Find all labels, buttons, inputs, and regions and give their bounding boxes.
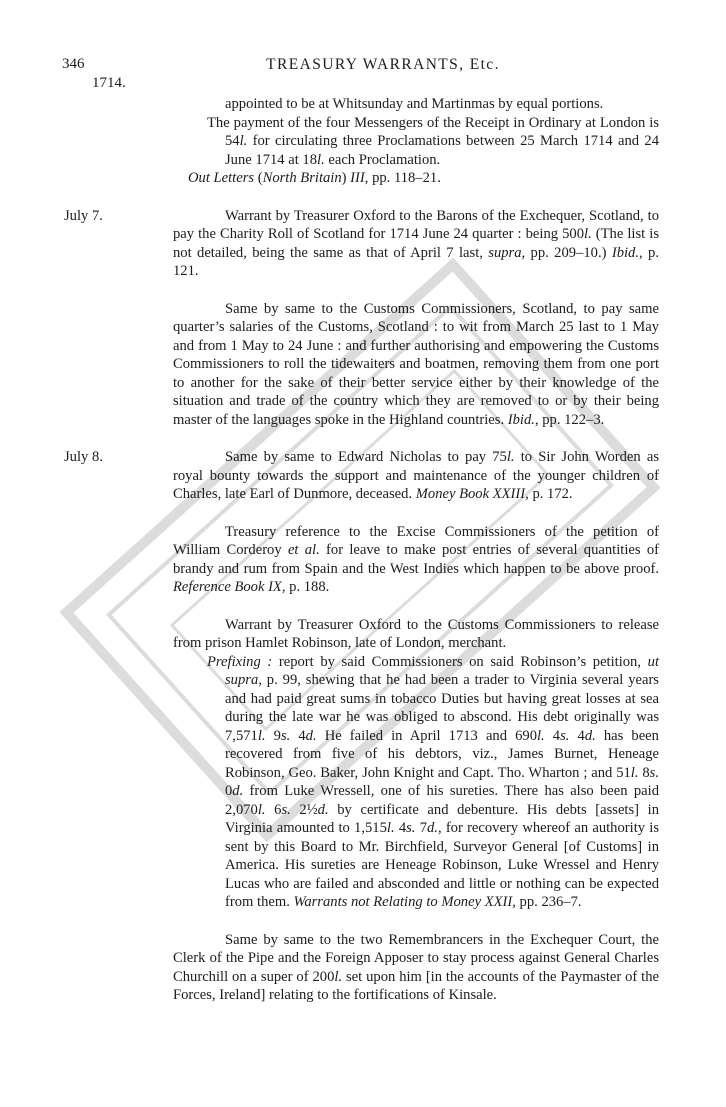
text-run: 2½: [290, 801, 318, 818]
margin-date: July 8.: [64, 449, 103, 465]
italic-text: l.: [506, 449, 515, 465]
paragraph: [173, 169, 659, 188]
text-run: Same by same to Edward Nicholas to pay 75: [225, 449, 507, 465]
entry: [64, 207, 659, 281]
italic-text: North Britain: [262, 170, 342, 186]
italic-text: d.: [305, 727, 317, 744]
italic-text: Ibid.: [507, 411, 535, 428]
paragraph: [173, 114, 659, 170]
italic-text: Ibid.: [611, 244, 640, 261]
entry: [64, 448, 660, 504]
italic-text: Warrants not Relating to Money XXII: [293, 894, 513, 910]
text-run: 4: [544, 727, 561, 744]
text-run: , p. 121.: [173, 244, 659, 279]
italic-text: Out Letters: [188, 170, 255, 186]
text-run: Same by same to the two Remembrancers in the Exchequer Court, the Clerk of the Pipe and the Foreign Apposer to stay process against General Charles Churchill on a super of 200: [173, 931, 659, 985]
text-run: , pp. 118–21.: [364, 170, 441, 186]
text-run: 7: [415, 820, 427, 836]
text-run: The payment of the four Messengers of the Receipt in Ordinary at London is 54: [207, 114, 659, 149]
text-run: appointed to be at Whitsunday and Martinmas by equal portions.: [225, 96, 604, 112]
text-run: for circulating three Proclamations between 25 March 1714 and 24 June 1714 at 18: [225, 133, 659, 168]
italic-text: III: [350, 170, 365, 186]
text-run: Warrant by Treasurer Oxford to the Customs Commissioners to release from prison Hamlet Robinson, late of London, merchant.: [173, 616, 659, 651]
text-run: 9: [265, 727, 281, 744]
italic-text: l.: [386, 820, 395, 836]
paragraph: [173, 523, 659, 597]
paragraph: [173, 653, 659, 912]
text-run: , pp. 209–10.): [521, 244, 612, 261]
italic-text: et al.: [287, 542, 320, 558]
paragraph: [173, 95, 659, 114]
running-head: TREASURY WARRANTS, Etc.: [266, 56, 500, 73]
italic-text: l.: [334, 968, 343, 985]
italic-text: l.: [239, 133, 248, 149]
text-run: 4: [394, 820, 407, 836]
italic-text: Prefixing :: [207, 653, 273, 670]
margin-year: 1714.: [92, 75, 126, 91]
text-run: He failed in April 1713 and 690: [316, 727, 537, 744]
text-run: has been recovered from five of his debtors, viz., James Burnet, Heneage Robinson, Geo. Baker, John Knight and Capt. Tho. Wharton ; and 51: [225, 727, 659, 781]
entry: [173, 300, 659, 430]
italic-text: d.: [427, 820, 438, 836]
text-run: 0: [225, 783, 233, 799]
italic-text: l.: [257, 727, 266, 744]
text-run: for leave to make post entries of several quantities of brandy and rum from Spain and the West Indies which happen to be above proof.: [173, 542, 659, 577]
text-run: Treasury reference to the Excise Commissioners of the petition of William Corderoy: [173, 523, 659, 558]
text-run: , p. 188.: [281, 579, 330, 595]
italic-text: s.: [649, 764, 659, 781]
text-run: to Sir John Worden as royal bounty towards the support and maintenance of the younger children of Charles, late Earl of Dunmore, deceased.: [173, 449, 660, 502]
italic-text: Reference Book IX: [173, 579, 282, 595]
margin-date: July 7.: [64, 207, 103, 224]
text-run: set upon him [in the accounts of the Paymaster of the Forces, Ireland] relating to the fortifications of Kinsale.: [173, 968, 660, 1003]
italic-text: l.: [537, 727, 545, 744]
text-run: , p. 99, shewing that he had been a trader to Virginia several years and had paid great sums in tobacco Duties but having great losses at sea during the late war he was obliged to abscond. His debt originally was 7,571: [225, 672, 659, 744]
text-run: 6: [265, 801, 282, 818]
entry: [173, 931, 659, 1005]
italic-text: l.: [257, 801, 266, 818]
text-run: 4: [290, 727, 306, 744]
entry: [173, 523, 659, 597]
italic-text: d.: [317, 801, 329, 818]
text-run: 8: [638, 764, 650, 781]
text-run: by certificate and debenture. His debts [assets] in Virginia amounted to 1,515: [225, 801, 659, 836]
text-run: , pp. 122–3.: [534, 411, 605, 428]
italic-text: s.: [560, 727, 570, 744]
paragraph: [173, 616, 659, 653]
italic-text: s.: [406, 820, 416, 836]
entry: [173, 616, 659, 912]
text-run: , for recovery whereof an authority is sent by this Board to Mr. Birchfield, Surveyor General [of Customs] in America. His sureties are Heneage Robinson, Luke Wressel and Henry Lucas who are failed and absconded and little or nothing can be expected from them.: [225, 820, 659, 910]
text-run: (The list is not detailed, being the same as that of April 7 last,: [173, 226, 659, 261]
paragraph: [173, 448, 659, 504]
italic-text: d.: [584, 727, 596, 744]
italic-text: d.: [232, 783, 244, 799]
text-run: Same by same to the Customs Commissioners, Scotland, to pay same quarter’s salaries of the Customs, Scotland : to wit from March 25 last to 1 May and from 1 May to 24 June : and further authorising and empowering the Customs Commissioners to roll the tidewaiters and boatmen, removing them from one port to another for the sake of their better service either by their knowledge of the situation and trade of the country which they are removed to or by their being master of the languages spoke in the Highland countries.: [173, 300, 659, 428]
text-run: from Luke Wressell, one of his sureties. There has also been paid 2,070: [225, 783, 659, 818]
text-run: report by said Commissioners on said Robinson’s petition,: [272, 653, 648, 670]
italic-text: l.: [317, 151, 325, 168]
paragraph: [173, 207, 659, 281]
text-run: Warrant by Treasurer Oxford to the Barons of the Exchequer, Scotland, to pay the Charity Roll of Scotland for 1714 June 24 quarter : being 500: [173, 207, 659, 242]
paragraph: [173, 931, 659, 1005]
italic-text: supra: [488, 244, 522, 261]
text-run: , pp. 236–7.: [512, 894, 582, 910]
page-number: 346: [62, 56, 85, 72]
italic-text: l.: [584, 226, 592, 242]
text-run: 4: [569, 727, 585, 744]
text-run: , p. 172.: [525, 486, 573, 502]
italic-text: Money Book XXIII: [415, 486, 526, 502]
italic-text: s.: [280, 727, 291, 744]
text-run: ): [341, 170, 351, 186]
paragraph: [173, 300, 659, 430]
entry: [173, 95, 659, 188]
text-run: (: [254, 170, 263, 186]
italic-text: s.: [281, 801, 291, 818]
document-body: [64, 95, 660, 1005]
text-run: each Proclamation.: [324, 151, 441, 168]
italic-text: ut supra: [225, 653, 659, 688]
italic-text: l.: [630, 764, 639, 781]
